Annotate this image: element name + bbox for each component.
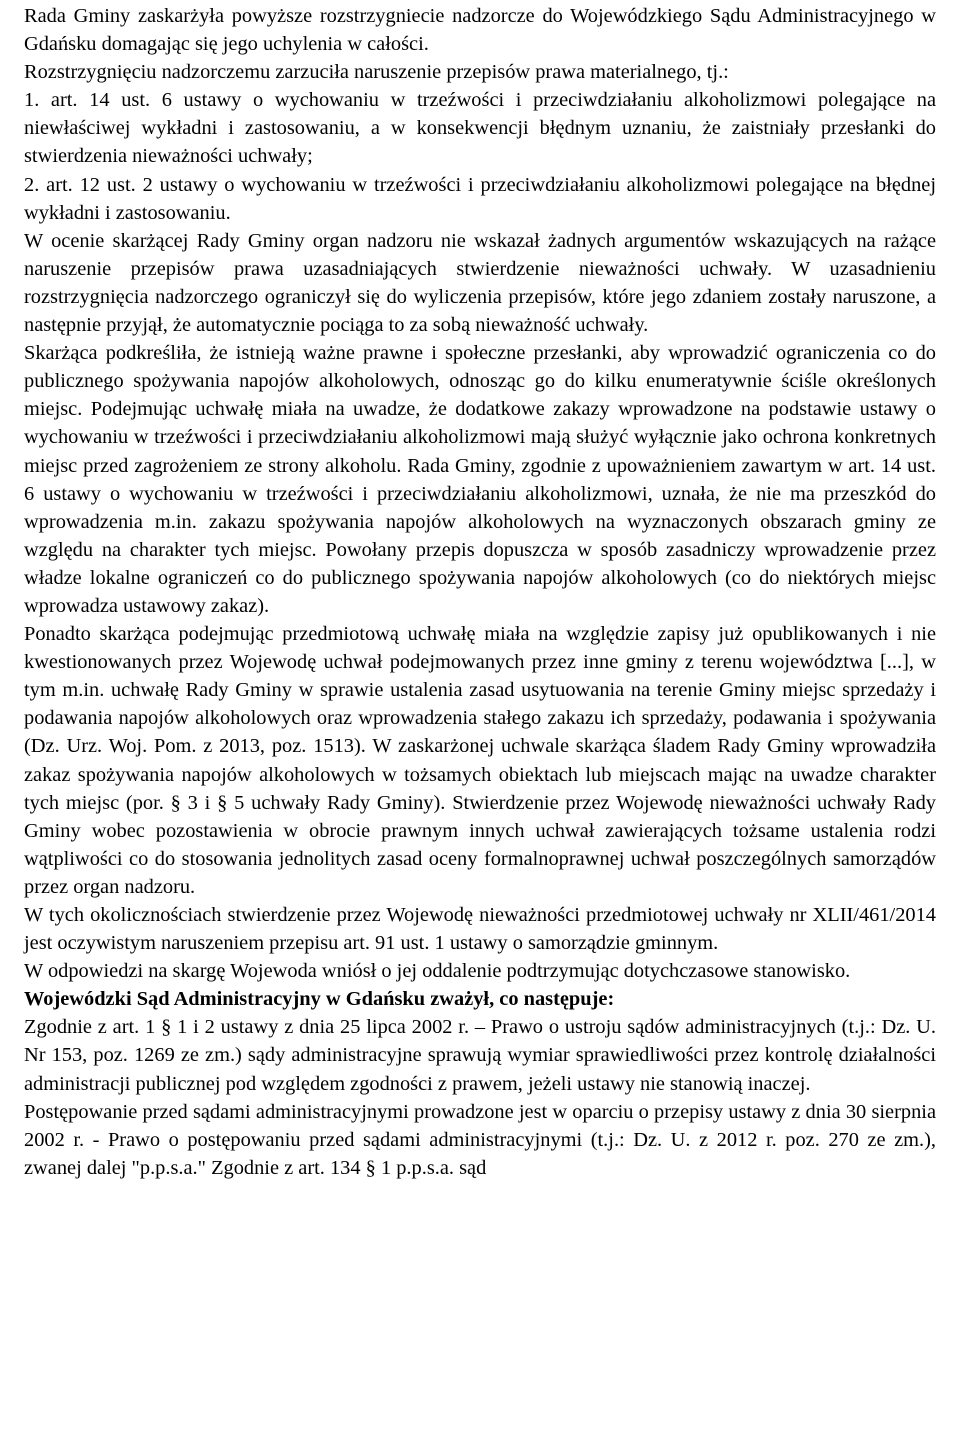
paragraph-complaint-filed: Rada Gminy zaskarżyła powyższe rozstrzygniecie nadzorcze do Wojewódzkiego Sądu Administracyjnego w Gdańsku domagając się jego uchylenia w całości. xyxy=(24,5,936,56)
paragraph-voivode-response: W odpowiedzi na skargę Wojewoda wniósł o jej oddalenie podtrzymując dotychczasowe stanowisko. xyxy=(24,960,851,983)
paragraph-allegations-intro: Rozstrzygnięciu nadzorczemu zarzuciła naruszenie przepisów prawa materialnego, tj.: xyxy=(24,61,729,84)
paragraph-allegation-1: 1. art. 14 ust. 6 ustawy o wychowaniu w trzeźwości i przeciwdziałaniu alkoholizmowi polegające na niewłaściwej wykładni i zastosowaniu, a w konsekwencji błędnym uznaniu, że zaistniały przesłanki do stwierdzenia nieważności uchwały; xyxy=(24,89,936,168)
paragraph-procedure-basis: Postępowanie przed sądami administracyjnymi prowadzone jest w oparciu o przepisy ustawy z dnia 30 sierpnia 2002 r. - Prawo o postępowaniu przed sądami administracyjnymi (t.j.: Dz. U. z 2012 r. poz. 270 ze zm.), zwanej dalej "p.p.s.a." Zgodnie z art. 134 § 1 p.p.s.a. sąd xyxy=(24,1100,936,1179)
paragraph-court-jurisdiction: Zgodnie z art. 1 § 1 i 2 ustawy z dnia 25 lipca 2002 r. – Prawo o ustroju sądów administracyjnych (t.j.: Dz. U. Nr 153, poz. 1269 ze zm.) sądy administracyjne sprawują wymiar sprawiedliwości przez kontrolę działalności administracji publicznej pod względem zgodności z prawem, jeżeli ustawy nie stanowią inaczej. xyxy=(24,1016,936,1095)
paragraph-violation-conclusion: W tych okolicznościach stwierdzenie przez Wojewodę nieważności przedmiotowej uchwały nr XLII/461/2014 jest oczywistym naruszeniem przepisu art. 91 ust. 1 ustawy o samorządzie gminnym. xyxy=(24,904,936,955)
paragraph-other-resolutions: Ponadto skarżąca podejmując przedmiotową uchwałę miała na względzie zapisy już opublikowanych i nie kwestionowanych przez Wojewodę uchwał podejmowanych przez inne gminy z terenu województwa [...], w tym m.in. uchwałę Rady Gminy w sprawie ustalenia zasad usytuowania na terenie Gminy miejsc sprzedaży i podawania napojów alkoholowych oraz wprowadzenia stałego zakazu ich sprzedaży, podawania i spożywania (Dz. Urz. Woj. Pom. z 2013, poz. 1513). W zaskarżonej uchwale skarżąca śladem Rady Gminy wprowadziła zakaz spożywania napojów alkoholowych w tożsamych obiektach lub miejscach mając na uwadze charakter tych miejsc (por. § 3 i § 5 uchwały Rady Gminy). Stwierdzenie przez Wojewodę nieważności uchwały Rady Gminy wobec pozostawienia w obrocie prawnym innych uchwał zawierających tożsame ustalenia rodzi wątpliwości co do stosowania jednolitych zasad oceny formalnoprawnej uchwał poszczególnych samorządów przez organ nadzoru. xyxy=(24,623,936,898)
paragraph-council-assessment: W ocenie skarżącej Rady Gminy organ nadzoru nie wskazał żadnych argumentów wskazujących na rażące naruszenie przepisów prawa uzasadniających stwierdzenie nieważności uchwały. W uzasadnieniu rozstrzygnięcia nadzorczego ograniczył się do wyliczenia przepisów, które jego zdaniem zostały naruszone, a następnie przyjął, że automatycznie pociąga to za sobą nieważność uchwały. xyxy=(24,229,936,337)
paragraph-allegation-2: 2. art. 12 ust. 2 ustawy o wychowaniu w trzeźwości i przeciwdziałaniu alkoholizmowi polegające na błędnej wykładni i zastosowaniu. xyxy=(24,173,936,224)
paragraph-council-reasons: Skarżąca podkreśliła, że istnieją ważne prawne i społeczne przesłanki, aby wprowadzić ograniczenia co do publicznego spożywania napojów alkoholowych, odnosząc go do kilku enumeratywnie ściśle określonych miejsc. Podejmując uchwałę miała na uwadze, że dodatkowe zakazy wprowadzone na podstawie ustawy o wychowaniu w trzeźwości i przeciwdziałaniu alkoholizmowi mają służyć wyłącznie jako ochrona konkretnych miejsc przed zagrożeniem ze strony alkoholu. Rada Gminy, zgodnie z upoważnieniem zawartym w art. 14 ust. 6 ustawy o wychowaniu w trzeźwości i przeciwdziałaniu alkoholizmowi, uznała, że nie ma przeszkód do wprowadzenia m.in. zakazu spożywania napojów alkoholowych na wyznaczonych obszarach gminy ze względu na charakter tych miejsc. Powołany przepis dopuszcza w sposób zasadniczy wprowadzenie przez władze lokalne ograniczeń co do publicznego spożywania napojów alkoholowych (co do niektórych miejsc wprowadza ustawowy zakaz). xyxy=(24,342,936,617)
court-findings-heading: Wojewódzki Sąd Administracyjny w Gdańsku zważył, co następuje: xyxy=(24,988,615,1011)
